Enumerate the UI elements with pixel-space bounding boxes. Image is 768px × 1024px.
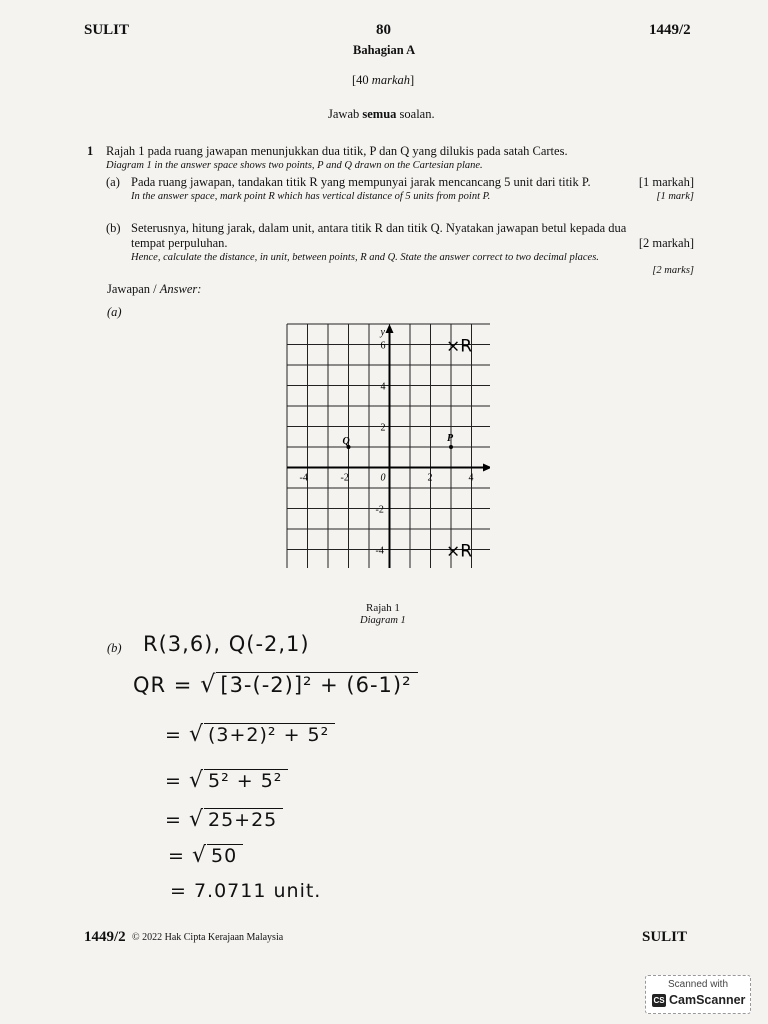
part-a-mark-en: [1 mark] bbox=[656, 191, 694, 202]
y-axis-label: y bbox=[380, 327, 385, 338]
working-line-6: = √ 50 bbox=[168, 843, 243, 868]
working-line-1: R(3,6), Q(-2,1) bbox=[143, 632, 310, 656]
scanner-brand: CS CamScanner bbox=[653, 993, 746, 1007]
part-b-text-en: Hence, calculate the distance, in unit, between points, R and Q. State the answer correct to two decimal places. bbox=[131, 252, 599, 263]
section-marks: [40 markah] bbox=[352, 73, 415, 87]
y-tick-label: 2 bbox=[380, 422, 386, 434]
x-axis-arrow-icon bbox=[483, 464, 490, 472]
question-intro-en: Diagram 1 in the answer space shows two points, P and Q drawn on the Cartesian plane. bbox=[106, 160, 483, 171]
footer-right: SULIT bbox=[642, 929, 688, 945]
answer-part-b-label: (b) bbox=[107, 641, 122, 655]
y-tick-label: -4 bbox=[375, 545, 384, 557]
x-tick-label: 2 bbox=[427, 472, 433, 484]
y-tick-label: 4 bbox=[380, 381, 386, 393]
working-line-5: = √ 25+25 bbox=[165, 807, 283, 832]
point-q-label: Q bbox=[342, 436, 350, 447]
x-tick-label: -4 bbox=[299, 472, 308, 484]
working-line-7: = 7.0711 unit. bbox=[170, 880, 322, 902]
y-tick-label: 6 bbox=[380, 340, 386, 352]
page-number: 80 bbox=[376, 22, 391, 38]
mark-r-bottom: ×R bbox=[446, 541, 473, 562]
part-b-mark-en: [2 marks] bbox=[652, 265, 694, 276]
y-tick-label: -2 bbox=[375, 504, 384, 516]
mark-r-top: ×R bbox=[446, 336, 473, 357]
camscanner-logo-icon: CS bbox=[653, 996, 665, 1005]
instruction: Jawab semua soalan. bbox=[328, 107, 435, 121]
part-a-mark-ms: [1 markah] bbox=[638, 175, 694, 189]
header-right: 1449/2 bbox=[649, 22, 691, 38]
footer-left: 1449/2 bbox=[84, 929, 126, 945]
part-b-label: (b) bbox=[106, 221, 121, 235]
part-b-text-ms-2: tempat perpuluhan. bbox=[131, 236, 228, 250]
x-tick-label: -2 bbox=[340, 472, 349, 484]
question-intro-ms: Rajah 1 pada ruang jawapan menunjukkan dua titik, P dan Q yang dilukis pada satah Cartes. bbox=[106, 144, 568, 158]
section-title: Bahagian A bbox=[353, 43, 416, 57]
scanner-caption: Scanned with bbox=[667, 979, 729, 990]
part-b-text-ms-1: Seterusnya, hitung jarak, dalam unit, antara titik R dan titik Q. Nyatakan jawapan betul kepada dua bbox=[131, 221, 627, 235]
camscanner-watermark bbox=[645, 975, 751, 1014]
x-tick-label: 4 bbox=[468, 472, 474, 484]
show-through-text bbox=[200, 66, 204, 81]
header-left: SULIT bbox=[84, 22, 130, 38]
diagram-caption-ms: Rajah 1 bbox=[366, 602, 400, 614]
part-a-text-en: In the answer space, mark point R which has vertical distance of 5 units from point P. bbox=[131, 191, 491, 202]
part-b-mark-ms: [2 markah] bbox=[638, 236, 694, 250]
x-tick-label: 0 bbox=[380, 472, 386, 484]
answer-heading: Jawapan / Answer: bbox=[107, 282, 202, 296]
part-a-label: (a) bbox=[106, 175, 120, 189]
part-a-text-ms: Pada ruang jawapan, tandakan titik R yang mempunyai jarak mencancang 5 unit dari titik P. bbox=[131, 175, 591, 189]
y-axis-arrow-icon bbox=[386, 324, 394, 333]
cartesian-diagram bbox=[282, 322, 490, 568]
point-p-dot bbox=[449, 445, 453, 449]
working-line-2: QR = √ [3-(-2)]² + (6-1)² bbox=[133, 670, 418, 698]
answer-part-a-label: (a) bbox=[107, 305, 122, 319]
footer-copyright: © 2022 Hak Cipta Kerajaan Malaysia bbox=[132, 932, 284, 943]
cartesian-plane bbox=[282, 322, 490, 568]
working-line-4: = √ 5² + 5² bbox=[165, 768, 288, 793]
diagram-caption-en: Diagram 1 bbox=[360, 615, 406, 626]
point-p-label: P bbox=[447, 433, 454, 444]
question-number: 1 bbox=[87, 144, 94, 158]
working-line-3: = √ (3+2)² + 5² bbox=[165, 722, 335, 747]
